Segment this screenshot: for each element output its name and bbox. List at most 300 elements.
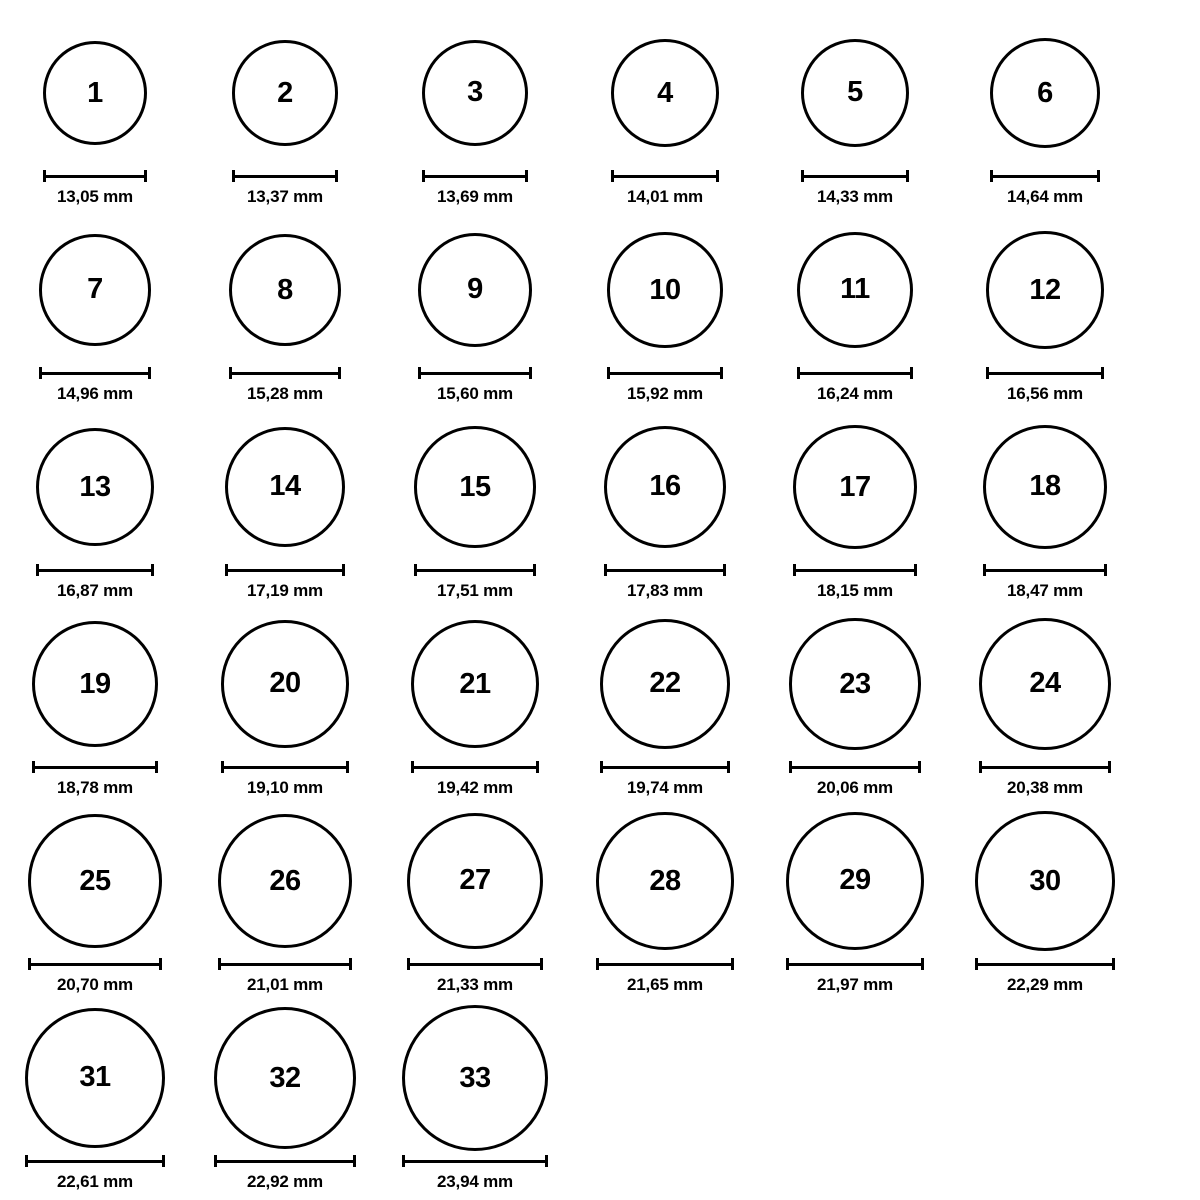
ring-size-row (0, 806, 1200, 1003)
ring-size-cell[interactable] (950, 215, 1140, 404)
ring-measurement (25, 1155, 166, 1192)
ring-diameter-label: 20,06 mm (817, 778, 893, 797)
caliper-tick-right (918, 761, 921, 773)
caliper-tick-left (801, 170, 804, 182)
ring-size-cell[interactable] (0, 806, 190, 995)
ring-circle-icon (32, 621, 158, 747)
ring-circle-icon (225, 427, 345, 547)
caliper-icon (36, 564, 155, 576)
ring-measurement (407, 958, 543, 995)
caliper-icon (25, 1155, 166, 1167)
ring-size-number: 29 (839, 864, 871, 897)
ring-measurement (411, 761, 540, 798)
ring-size-number: 10 (649, 273, 681, 306)
ring-diameter-label: 14,64 mm (1007, 187, 1083, 206)
ring-circle-wrap (190, 806, 380, 956)
caliper-tick-right (716, 170, 719, 182)
caliper-tick-right (349, 958, 352, 970)
caliper-bar (214, 1160, 356, 1163)
caliper-bar (990, 175, 1100, 178)
ring-size-cell[interactable] (0, 1003, 190, 1192)
ring-measurement (604, 564, 726, 601)
ring-measurement (990, 170, 1100, 207)
ring-circle-wrap (760, 609, 950, 759)
caliper-icon (221, 761, 348, 773)
ring-measurement (229, 367, 342, 404)
caliper-bar (28, 963, 162, 966)
ring-size-cell[interactable] (570, 412, 760, 601)
ring-size-number: 32 (269, 1061, 301, 1094)
caliper-tick-left (983, 564, 986, 576)
ring-circle-wrap (190, 18, 380, 168)
ring-size-number: 31 (79, 1061, 111, 1094)
caliper-tick-left (414, 564, 417, 576)
caliper-icon (600, 761, 730, 773)
ring-circle-icon (986, 231, 1104, 349)
caliper-bar (43, 175, 147, 178)
ring-size-cell[interactable] (190, 215, 380, 404)
caliper-tick-right (720, 367, 723, 379)
caliper-bar (611, 175, 719, 178)
ring-size-number: 16 (649, 470, 681, 503)
ring-diameter-label: 13,69 mm (437, 187, 513, 206)
ring-size-number: 9 (467, 273, 483, 306)
caliper-tick-right (1101, 367, 1104, 379)
ring-measurement (983, 564, 1108, 601)
caliper-tick-left (221, 761, 224, 773)
ring-circle-icon (232, 40, 337, 145)
ring-circle-icon (607, 232, 722, 347)
caliper-icon (232, 170, 337, 182)
ring-measurement (414, 564, 535, 601)
ring-size-cell[interactable] (190, 412, 380, 601)
ring-size-cell[interactable] (760, 806, 950, 995)
ring-circle-icon (979, 618, 1111, 750)
ring-diameter-label: 17,83 mm (627, 581, 703, 600)
ring-circle-icon (214, 1007, 356, 1149)
ring-size-cell[interactable] (760, 18, 950, 207)
ring-size-cell[interactable] (760, 412, 950, 601)
caliper-tick-left (407, 958, 410, 970)
ring-diameter-label: 15,92 mm (627, 384, 703, 403)
ring-circle-wrap (0, 609, 190, 759)
ring-circle-wrap (190, 1003, 380, 1153)
ring-measurement (797, 367, 913, 404)
ring-diameter-label: 20,38 mm (1007, 778, 1083, 797)
ring-size-cell[interactable] (950, 806, 1140, 995)
ring-circle-icon (600, 619, 730, 749)
ring-circle-wrap (570, 609, 760, 759)
ring-size-cell[interactable] (760, 609, 950, 798)
caliper-tick-right (921, 958, 924, 970)
ring-circle-icon (43, 41, 147, 145)
ring-size-number: 13 (79, 470, 111, 503)
ring-size-cell[interactable] (0, 215, 190, 404)
caliper-tick-left (225, 564, 228, 576)
ring-circle-wrap (0, 1003, 190, 1153)
ring-size-number: 33 (459, 1061, 491, 1094)
caliper-tick-left (36, 564, 39, 576)
ring-measurement (786, 958, 924, 995)
ring-diameter-label: 19,10 mm (247, 778, 323, 797)
ring-size-cell[interactable] (190, 1003, 380, 1192)
ring-diameter-label: 22,61 mm (57, 1172, 133, 1191)
ring-circle-icon (39, 234, 150, 345)
caliper-icon (797, 367, 913, 379)
ring-circle-wrap (0, 18, 190, 168)
caliper-icon (402, 1155, 548, 1167)
ring-diameter-label: 14,33 mm (817, 187, 893, 206)
caliper-bar (975, 963, 1115, 966)
ring-size-number: 20 (269, 667, 301, 700)
ring-diameter-label: 14,01 mm (627, 187, 703, 206)
ring-circle-icon (221, 620, 348, 747)
ring-circle-icon (789, 618, 920, 749)
caliper-icon (418, 367, 532, 379)
ring-diameter-label: 16,56 mm (1007, 384, 1083, 403)
ring-size-row (0, 1003, 1200, 1200)
ring-size-cell[interactable] (570, 806, 760, 995)
ring-measurement (596, 958, 733, 995)
ring-diameter-label: 19,42 mm (437, 778, 513, 797)
ring-circle-wrap (570, 18, 760, 168)
caliper-tick-left (232, 170, 235, 182)
caliper-icon (411, 761, 540, 773)
caliper-tick-left (39, 367, 42, 379)
caliper-tick-left (214, 1155, 217, 1167)
ring-size-number: 28 (649, 864, 681, 897)
caliper-icon (414, 564, 535, 576)
ring-diameter-label: 17,19 mm (247, 581, 323, 600)
ring-circle-icon (786, 812, 924, 950)
caliper-tick-left (786, 958, 789, 970)
caliper-icon (979, 761, 1111, 773)
ring-size-cell[interactable] (380, 18, 570, 207)
ring-size-cell[interactable] (570, 215, 760, 404)
ring-size-number: 2 (277, 76, 293, 109)
ring-circle-wrap (760, 18, 950, 168)
ring-measurement (43, 170, 147, 207)
ring-size-number: 23 (839, 667, 871, 700)
caliper-tick-left (418, 367, 421, 379)
ring-diameter-label: 15,28 mm (247, 384, 323, 403)
ring-size-cell[interactable] (950, 18, 1140, 207)
ring-circle-wrap (950, 412, 1140, 562)
ring-circle-wrap (950, 806, 1140, 956)
caliper-bar (789, 766, 920, 769)
ring-size-cell[interactable] (380, 215, 570, 404)
caliper-bar (32, 766, 158, 769)
ring-measurement (221, 761, 348, 798)
ring-circle-wrap (950, 18, 1140, 168)
ring-size-cell[interactable] (380, 609, 570, 798)
ring-diameter-label: 19,74 mm (627, 778, 703, 797)
caliper-bar (418, 372, 532, 375)
ring-measurement (214, 1155, 356, 1192)
caliper-icon (43, 170, 147, 182)
caliper-tick-left (607, 367, 610, 379)
ring-circle-icon (414, 426, 535, 547)
caliper-bar (797, 372, 913, 375)
ring-circle-wrap (0, 412, 190, 562)
caliper-tick-right (727, 761, 730, 773)
ring-circle-icon (793, 425, 917, 549)
ring-size-row (0, 412, 1200, 609)
caliper-icon (422, 170, 528, 182)
ring-size-row (0, 609, 1200, 806)
caliper-tick-right (525, 170, 528, 182)
caliper-tick-right (914, 564, 917, 576)
caliper-tick-right (159, 958, 162, 970)
caliper-tick-left (604, 564, 607, 576)
ring-size-cell[interactable] (380, 806, 570, 995)
ring-diameter-label: 13,05 mm (57, 187, 133, 206)
caliper-tick-right (148, 367, 151, 379)
caliper-tick-left (789, 761, 792, 773)
ring-diameter-label: 18,78 mm (57, 778, 133, 797)
ring-measurement (600, 761, 730, 798)
caliper-tick-left (32, 761, 35, 773)
ring-circle-icon (422, 40, 528, 146)
ring-measurement (232, 170, 337, 207)
caliper-bar (221, 766, 348, 769)
ring-diameter-label: 17,51 mm (437, 581, 513, 600)
ring-measurement (979, 761, 1111, 798)
ring-size-number: 11 (840, 273, 870, 306)
caliper-icon (229, 367, 342, 379)
caliper-tick-right (1097, 170, 1100, 182)
ring-size-cell[interactable] (0, 609, 190, 798)
ring-diameter-label: 14,96 mm (57, 384, 133, 403)
caliper-icon (986, 367, 1104, 379)
ring-circle-wrap (190, 412, 380, 562)
ring-size-number: 30 (1029, 864, 1061, 897)
caliper-icon (32, 761, 158, 773)
ring-circle-icon (229, 234, 342, 347)
caliper-tick-right (723, 564, 726, 576)
caliper-tick-left (25, 1155, 28, 1167)
ring-size-cell[interactable] (380, 412, 570, 601)
caliper-tick-left (28, 958, 31, 970)
ring-size-cell[interactable] (760, 215, 950, 404)
ring-measurement (611, 170, 719, 207)
caliper-tick-left (422, 170, 425, 182)
caliper-tick-right (906, 170, 909, 182)
ring-measurement (789, 761, 920, 798)
ring-diameter-label: 16,87 mm (57, 581, 133, 600)
caliper-bar (36, 569, 155, 572)
caliper-tick-right (536, 761, 539, 773)
ring-circle-icon (28, 814, 162, 948)
caliper-tick-right (731, 958, 734, 970)
caliper-tick-left (611, 170, 614, 182)
ring-circle-icon (604, 426, 726, 548)
ring-diameter-label: 21,33 mm (437, 975, 513, 994)
caliper-bar (402, 1160, 548, 1163)
caliper-tick-left (793, 564, 796, 576)
caliper-icon (801, 170, 910, 182)
caliper-tick-right (540, 958, 543, 970)
ring-measurement (36, 564, 155, 601)
ring-circle-icon (983, 425, 1108, 550)
ring-measurement (225, 564, 345, 601)
caliper-tick-right (151, 564, 154, 576)
caliper-bar (25, 1160, 166, 1163)
caliper-icon (596, 958, 733, 970)
caliper-bar (786, 963, 924, 966)
ring-size-cell[interactable] (190, 806, 380, 995)
caliper-tick-left (797, 367, 800, 379)
ring-circle-wrap (760, 412, 950, 562)
caliper-tick-right (1108, 761, 1111, 773)
ring-measurement (418, 367, 532, 404)
caliper-icon (789, 761, 920, 773)
ring-diameter-label: 18,47 mm (1007, 581, 1083, 600)
ring-circle-wrap (190, 215, 380, 365)
caliper-icon (793, 564, 917, 576)
caliper-bar (607, 372, 722, 375)
ring-circle-icon (801, 39, 910, 148)
caliper-bar (793, 569, 917, 572)
caliper-icon (225, 564, 345, 576)
caliper-tick-left (229, 367, 232, 379)
ring-circle-wrap (190, 609, 380, 759)
caliper-bar (600, 766, 730, 769)
caliper-icon (218, 958, 353, 970)
ring-diameter-label: 16,24 mm (817, 384, 893, 403)
caliper-bar (604, 569, 726, 572)
ring-circle-icon (411, 620, 540, 749)
ring-size-number: 21 (459, 667, 491, 700)
ring-circle-wrap (380, 806, 570, 956)
ring-size-number: 7 (87, 273, 103, 306)
caliper-bar (596, 963, 733, 966)
ring-circle-icon (25, 1008, 166, 1149)
ring-measurement (218, 958, 353, 995)
ring-circle-icon (407, 813, 543, 949)
ring-diameter-label: 13,37 mm (247, 187, 323, 206)
caliper-bar (411, 766, 540, 769)
caliper-icon (607, 367, 722, 379)
caliper-icon (983, 564, 1108, 576)
ring-size-cell[interactable] (950, 609, 1140, 798)
ring-circle-icon (418, 233, 532, 347)
caliper-tick-left (600, 761, 603, 773)
caliper-icon (407, 958, 543, 970)
ring-size-number: 17 (839, 470, 871, 503)
ring-circle-icon (402, 1005, 548, 1151)
ring-size-cell[interactable] (0, 412, 190, 601)
ring-circle-wrap (950, 609, 1140, 759)
ring-diameter-label: 22,92 mm (247, 1172, 323, 1191)
caliper-tick-left (43, 170, 46, 182)
ring-circle-icon (611, 39, 719, 147)
caliper-tick-left (986, 367, 989, 379)
ring-circle-icon (218, 814, 353, 949)
caliper-tick-right (342, 564, 345, 576)
caliper-tick-left (411, 761, 414, 773)
ring-size-row (0, 215, 1200, 412)
ring-diameter-label: 21,01 mm (247, 975, 323, 994)
ring-size-number: 26 (269, 864, 301, 897)
ring-size-cell[interactable] (570, 609, 760, 798)
ring-measurement (32, 761, 158, 798)
ring-circle-wrap (570, 806, 760, 956)
ring-measurement (402, 1155, 548, 1192)
ring-size-number: 27 (459, 864, 491, 897)
caliper-tick-left (218, 958, 221, 970)
ring-size-cell[interactable] (190, 18, 380, 207)
caliper-tick-left (402, 1155, 405, 1167)
ring-diameter-label: 15,60 mm (437, 384, 513, 403)
ring-size-number: 19 (79, 667, 111, 700)
ring-size-cell[interactable] (0, 18, 190, 207)
caliper-tick-right (533, 564, 536, 576)
ring-diameter-label: 21,97 mm (817, 975, 893, 994)
caliper-bar (218, 963, 353, 966)
ring-size-cell[interactable] (570, 18, 760, 207)
ring-circle-wrap (380, 1003, 570, 1153)
caliper-tick-left (975, 958, 978, 970)
caliper-bar (986, 372, 1104, 375)
caliper-tick-left (979, 761, 982, 773)
caliper-tick-left (596, 958, 599, 970)
caliper-tick-right (144, 170, 147, 182)
caliper-bar (407, 963, 543, 966)
ring-circle-wrap (380, 215, 570, 365)
caliper-icon (975, 958, 1115, 970)
caliper-tick-right (545, 1155, 548, 1167)
caliper-tick-right (1104, 564, 1107, 576)
ring-diameter-label: 20,70 mm (57, 975, 133, 994)
ring-size-number: 12 (1029, 273, 1061, 306)
caliper-bar (229, 372, 342, 375)
ring-circle-wrap (380, 18, 570, 168)
caliper-icon (786, 958, 924, 970)
ring-diameter-label: 18,15 mm (817, 581, 893, 600)
caliper-tick-right (1112, 958, 1115, 970)
ring-size-cell[interactable] (190, 609, 380, 798)
caliper-bar (39, 372, 150, 375)
ring-size-number: 15 (459, 470, 491, 503)
ring-size-cell[interactable] (380, 1003, 570, 1192)
ring-measurement (607, 367, 722, 404)
ring-circle-wrap (380, 609, 570, 759)
caliper-tick-right (162, 1155, 165, 1167)
ring-measurement (793, 564, 917, 601)
ring-size-cell[interactable] (950, 412, 1140, 601)
caliper-icon (28, 958, 162, 970)
caliper-tick-right (338, 367, 341, 379)
caliper-bar (422, 175, 528, 178)
ring-size-number: 3 (467, 76, 483, 109)
caliper-icon (214, 1155, 356, 1167)
caliper-bar (983, 569, 1108, 572)
ring-circle-icon (596, 812, 733, 949)
ring-diameter-label: 23,94 mm (437, 1172, 513, 1191)
ring-circle-wrap (0, 806, 190, 956)
caliper-icon (604, 564, 726, 576)
caliper-bar (801, 175, 910, 178)
caliper-bar (225, 569, 345, 572)
ring-circle-wrap (570, 412, 760, 562)
ring-size-number: 4 (657, 76, 673, 109)
ring-circle-wrap (950, 215, 1140, 365)
caliper-icon (990, 170, 1100, 182)
ring-measurement (422, 170, 528, 207)
ring-size-number: 14 (269, 470, 301, 503)
caliper-tick-right (910, 367, 913, 379)
